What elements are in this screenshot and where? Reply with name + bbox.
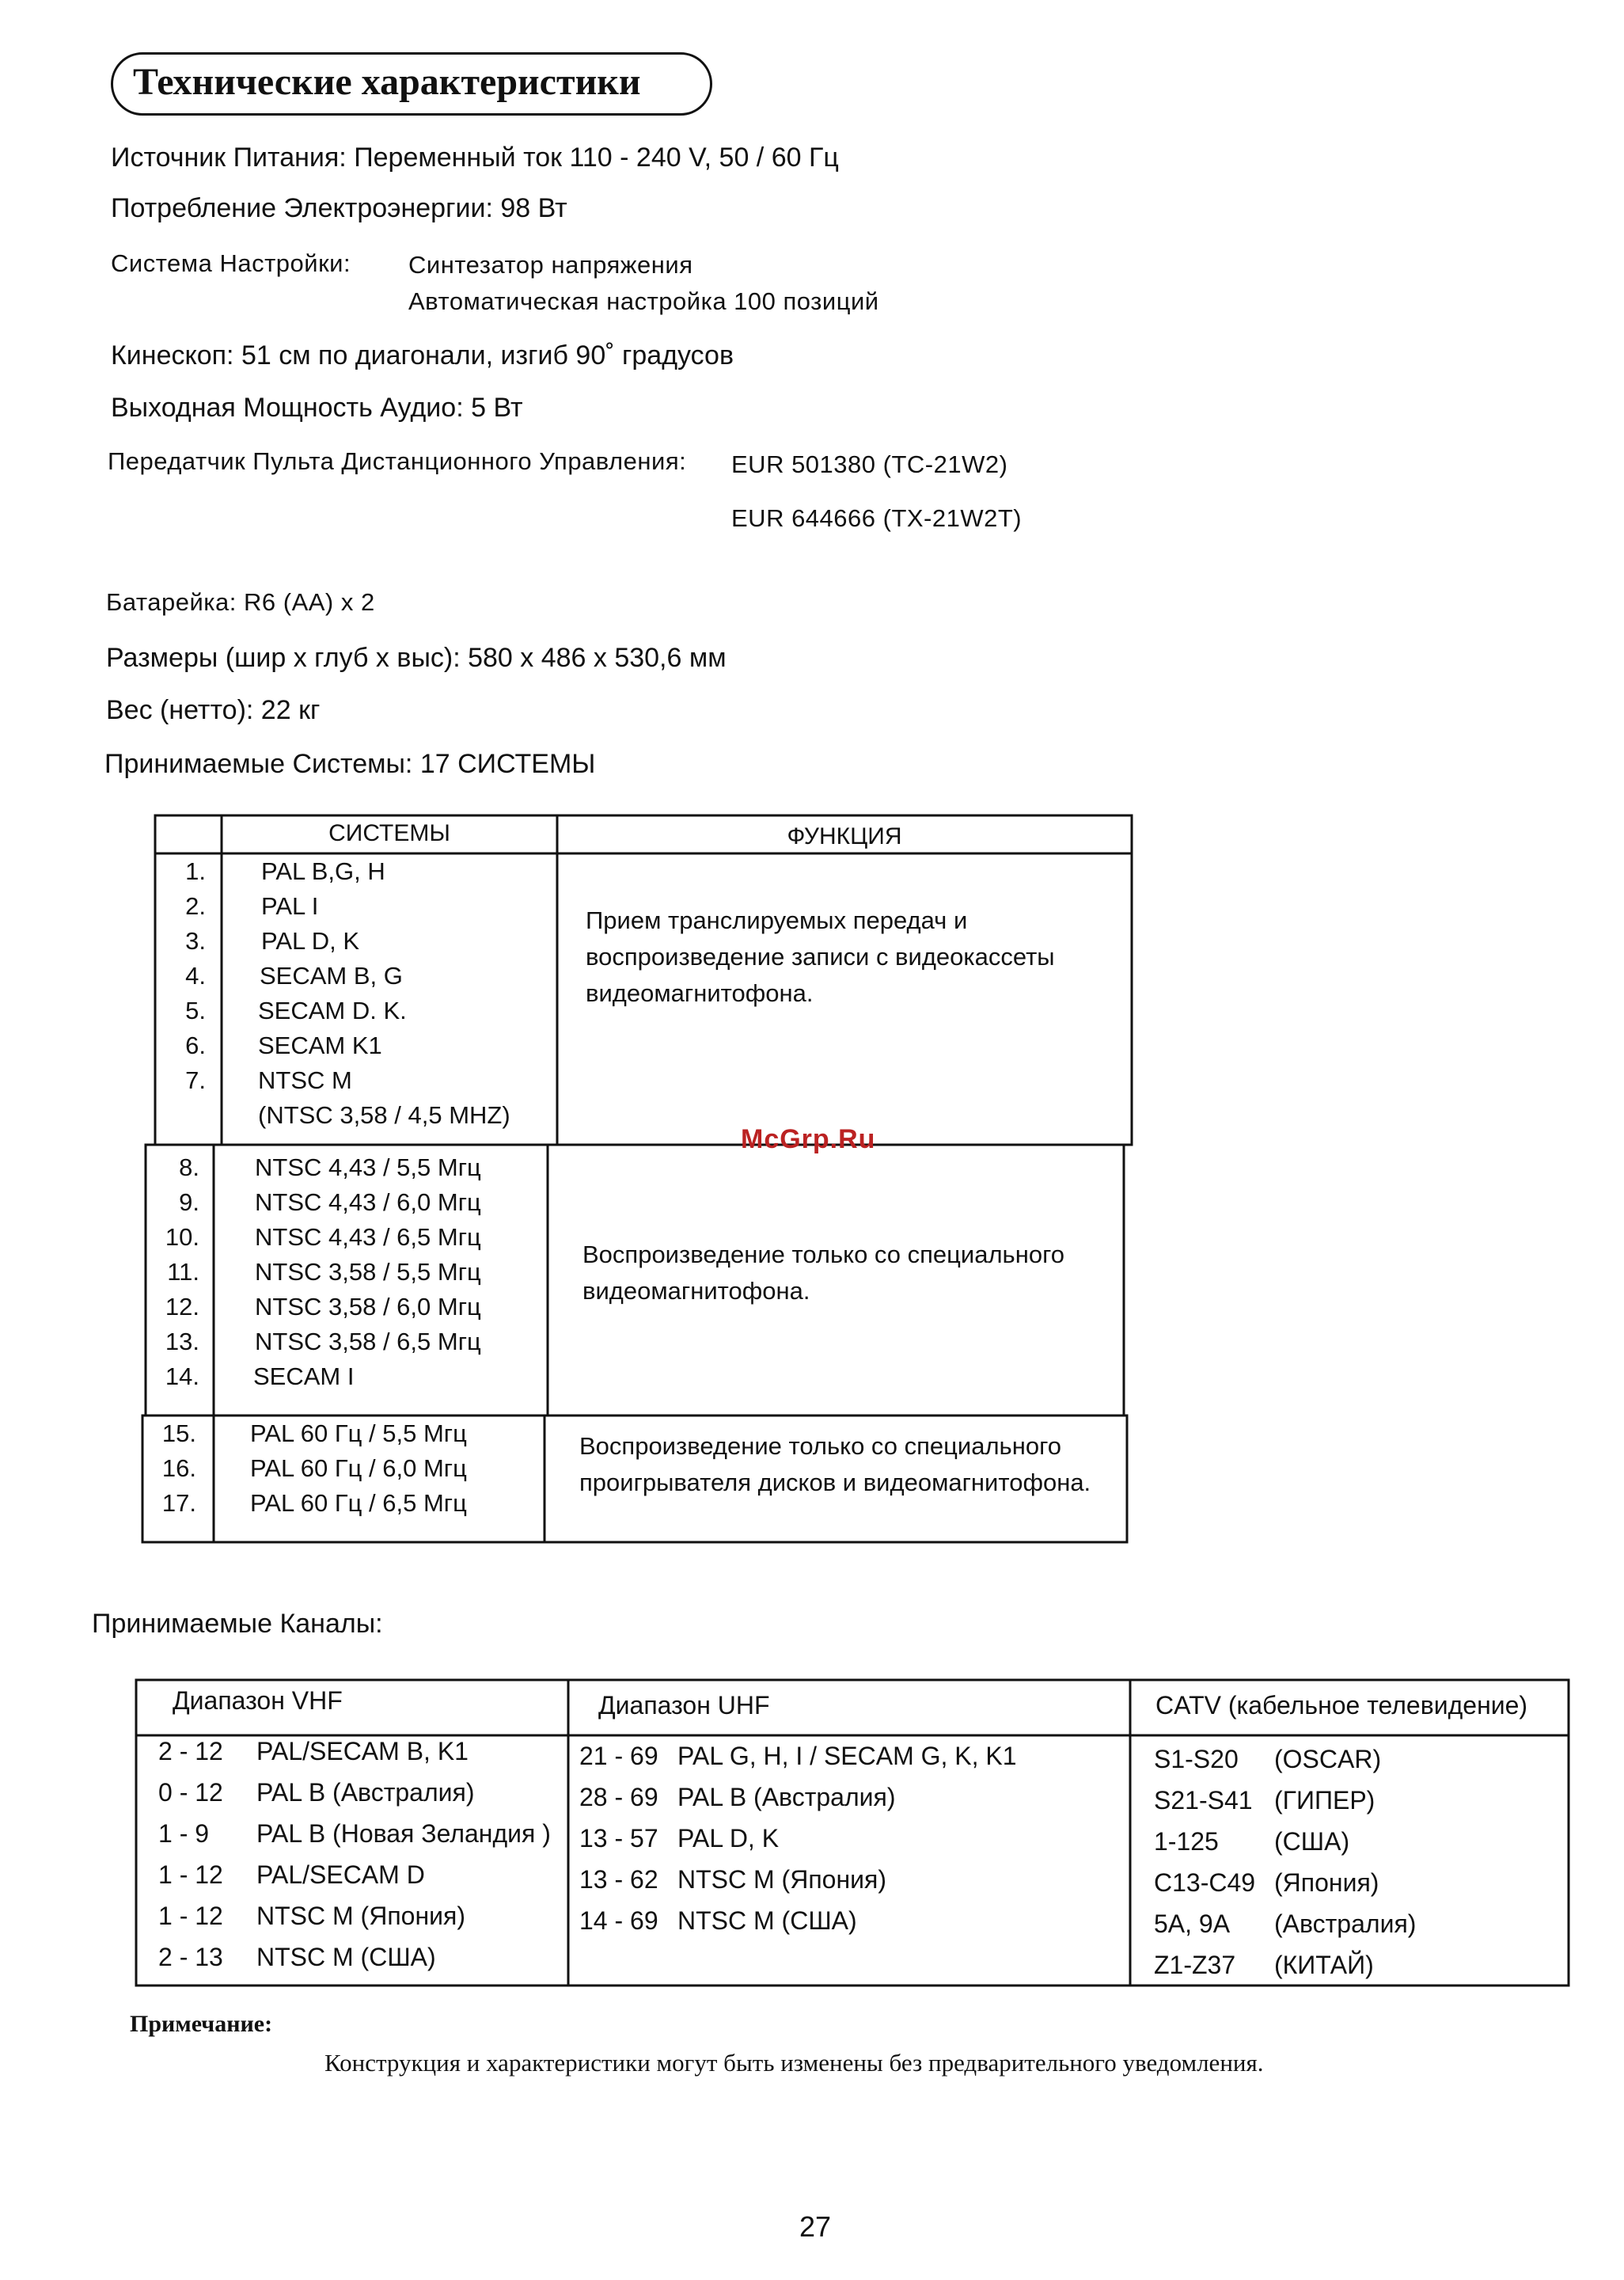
uhf-system: PAL B (Австралия) bbox=[677, 1783, 896, 1811]
system-name: NTSC 4,43 / 6,0 Мгц bbox=[255, 1188, 481, 1216]
vhf-row bbox=[158, 1813, 551, 1854]
uhf-system: PAL D, K bbox=[677, 1824, 780, 1852]
catv-header: CATV (кабельное телевидение) bbox=[1155, 1691, 1528, 1720]
uhf-row bbox=[579, 1900, 857, 1941]
catv-system: (OSCAR) bbox=[1274, 1745, 1382, 1773]
vhf-system: PAL B (Новая Зеландия ) bbox=[256, 1819, 551, 1848]
watermark: McGrp.Ru bbox=[741, 1124, 876, 1154]
page-title: Технические характеристики bbox=[133, 61, 641, 103]
note-text: Конструкция и характеристики могут быть изменены без предварительного уведомления. bbox=[324, 2049, 1264, 2077]
vhf-row bbox=[158, 1731, 469, 1772]
system-name: NTSC M bbox=[258, 1066, 352, 1094]
uhf-row bbox=[579, 1859, 886, 1900]
system-name: SECAM K1 bbox=[258, 1032, 382, 1059]
systems-header: СИСТЕМЫ bbox=[328, 820, 450, 846]
system-num: 17. bbox=[161, 1489, 196, 1517]
catv-range: C13-C49 bbox=[1154, 1868, 1256, 1897]
spec-dimensions: Размеры (шир x глуб x выс): 580 x 486 x 530,6 мм bbox=[106, 643, 727, 673]
catv-system: (ГИПЕР) bbox=[1274, 1786, 1375, 1814]
catv-range: 1-125 bbox=[1154, 1827, 1219, 1856]
spec-remote-model2: EUR 644666 (TX-21W2T) bbox=[731, 504, 1023, 532]
catv-row bbox=[1154, 1821, 1349, 1862]
vhf-range: 1 - 12 bbox=[158, 1860, 223, 1889]
uhf-range: 14 - 69 bbox=[579, 1906, 658, 1935]
system-name: SECAM I bbox=[253, 1362, 355, 1390]
system-name: SECAM B, G bbox=[260, 962, 403, 990]
system-num: 15. bbox=[161, 1419, 196, 1447]
spec-tuning-label: Система Настройки: bbox=[111, 249, 351, 277]
catv-range: Z1-Z37 bbox=[1154, 1951, 1236, 1979]
uhf-header: Диапазон UHF bbox=[598, 1691, 770, 1720]
function-text: Прием транслируемых передач и воспроизведение записи с видеокассеты видеомагнитофона. bbox=[586, 906, 1055, 1007]
vhf-header: Диапазон VHF bbox=[173, 1686, 343, 1715]
system-name: NTSC 3,58 / 6,0 Мгц bbox=[255, 1293, 481, 1320]
spec-picture-tube: Кинескоп: 51 см по диагонали, изгиб 90˚ градусов bbox=[111, 340, 734, 370]
system-num: 4. bbox=[185, 962, 206, 990]
vhf-range: 1 - 12 bbox=[158, 1902, 223, 1930]
system-name: PAL 60 Гц / 6,0 Мгц bbox=[250, 1454, 467, 1482]
page-number: 27 bbox=[799, 2210, 832, 2243]
system-num: 11. bbox=[167, 1258, 199, 1286]
uhf-range: 28 - 69 bbox=[579, 1783, 658, 1811]
catv-range: S21-S41 bbox=[1154, 1786, 1253, 1814]
catv-range: S1-S20 bbox=[1154, 1745, 1239, 1773]
system-num: 1. bbox=[185, 857, 206, 885]
catv-system: (США) bbox=[1274, 1827, 1350, 1856]
system-name: SECAM D. K. bbox=[258, 997, 407, 1024]
spec-power-source: Источник Питания: Переменный ток 110 - 240 V, 50 / 60 Гц bbox=[111, 142, 839, 173]
system-num: 9. bbox=[179, 1188, 199, 1216]
system-name: PAL D, K bbox=[261, 927, 360, 955]
spec-audio-output: Выходная Мощность Аудио: 5 Вт bbox=[111, 393, 523, 423]
catv-row bbox=[1154, 1738, 1381, 1780]
system-name: PAL 60 Гц / 5,5 Мгц bbox=[250, 1419, 467, 1447]
system-name: NTSC 4,43 / 6,5 Мгц bbox=[255, 1223, 481, 1251]
catv-system: (Япония) bbox=[1274, 1868, 1379, 1897]
catv-row bbox=[1154, 1944, 1374, 1986]
catv-system: (Австралия) bbox=[1274, 1910, 1417, 1938]
catv-range: 5A, 9A bbox=[1154, 1910, 1231, 1938]
vhf-row bbox=[158, 1895, 465, 1936]
vhf-system: PAL B (Австралия) bbox=[256, 1778, 475, 1807]
system-num: 3. bbox=[185, 927, 206, 955]
uhf-range: 21 - 69 bbox=[579, 1742, 658, 1770]
spec-power-consumption: Потребление Электроэнергии: 98 Вт bbox=[111, 193, 567, 223]
uhf-row bbox=[579, 1735, 1017, 1776]
system-name: NTSC 3,58 / 5,5 Мгц bbox=[255, 1258, 481, 1286]
spec-remote-label: Передатчик Пульта Дистанционного Управления: bbox=[108, 447, 687, 475]
uhf-system: PAL G, H, I / SECAM G, K, K1 bbox=[677, 1742, 1017, 1770]
vhf-range: 1 - 9 bbox=[158, 1819, 210, 1848]
spec-battery: Батарейка: R6 (AA) x 2 bbox=[106, 588, 375, 616]
uhf-range: 13 - 57 bbox=[579, 1824, 658, 1852]
uhf-system: NTSC M (Япония) bbox=[677, 1865, 886, 1894]
vhf-range: 0 - 12 bbox=[158, 1778, 223, 1807]
spec-weight: Вес (нетто): 22 кг bbox=[106, 695, 321, 725]
catv-row bbox=[1154, 1780, 1375, 1821]
spec-tuning-line1: Синтезатор напряжения bbox=[408, 251, 693, 279]
function-text: Воспроизведение только со специального видеомагнитофона. bbox=[582, 1241, 1064, 1305]
system-num: 16. bbox=[161, 1454, 196, 1482]
catv-system: (КИТАЙ) bbox=[1274, 1951, 1374, 1979]
vhf-range: 2 - 13 bbox=[158, 1943, 223, 1971]
system-name: (NTSC 3,58 / 4,5 MHZ) bbox=[258, 1101, 510, 1129]
spec-systems-received: Принимаемые Системы: 17 СИСТЕМЫ bbox=[104, 749, 596, 779]
system-name: NTSC 3,58 / 6,5 Мгц bbox=[255, 1328, 481, 1355]
catv-row bbox=[1154, 1903, 1416, 1944]
spec-tuning-line2: Автоматическая настройка 100 позиций bbox=[408, 287, 879, 315]
vhf-row bbox=[158, 1772, 474, 1813]
system-num: 8. bbox=[179, 1153, 199, 1181]
vhf-row bbox=[158, 1854, 425, 1895]
uhf-row bbox=[579, 1776, 895, 1818]
function-header: ФУНКЦИЯ bbox=[787, 823, 902, 849]
system-num: 14. bbox=[165, 1362, 199, 1390]
system-name: PAL B,G, H bbox=[261, 857, 385, 885]
vhf-system: NTSC M (США) bbox=[256, 1943, 436, 1971]
system-num: 13. bbox=[165, 1328, 199, 1355]
uhf-row bbox=[579, 1818, 779, 1859]
channels-heading: Принимаемые Каналы: bbox=[92, 1609, 383, 1639]
function-text: Воспроизведение только со специального проигрывателя дисков и видеомагнитофона. bbox=[579, 1432, 1091, 1496]
uhf-range: 13 - 62 bbox=[579, 1865, 658, 1894]
vhf-row bbox=[158, 1936, 436, 1978]
system-num: 6. bbox=[185, 1032, 206, 1059]
system-name: NTSC 4,43 / 5,5 Мгц bbox=[255, 1153, 481, 1181]
system-name: PAL 60 Гц / 6,5 Мгц bbox=[250, 1489, 467, 1517]
catv-row bbox=[1154, 1862, 1379, 1903]
system-num: 5. bbox=[185, 997, 206, 1024]
system-name: PAL I bbox=[261, 892, 319, 920]
system-num: 12. bbox=[165, 1293, 199, 1320]
vhf-system: PAL/SECAM B, K1 bbox=[256, 1737, 469, 1765]
vhf-system: NTSC M (Япония) bbox=[256, 1902, 465, 1930]
system-num: 7. bbox=[185, 1066, 206, 1094]
note-title: Примечание: bbox=[130, 2011, 273, 2037]
system-num: 2. bbox=[185, 892, 206, 920]
vhf-range: 2 - 12 bbox=[158, 1737, 223, 1765]
uhf-system: NTSC M (США) bbox=[677, 1906, 857, 1935]
vhf-system: PAL/SECAM D bbox=[256, 1860, 425, 1889]
spec-remote-model1: EUR 501380 (TC-21W2) bbox=[731, 450, 1008, 478]
system-num: 10. bbox=[165, 1223, 199, 1251]
